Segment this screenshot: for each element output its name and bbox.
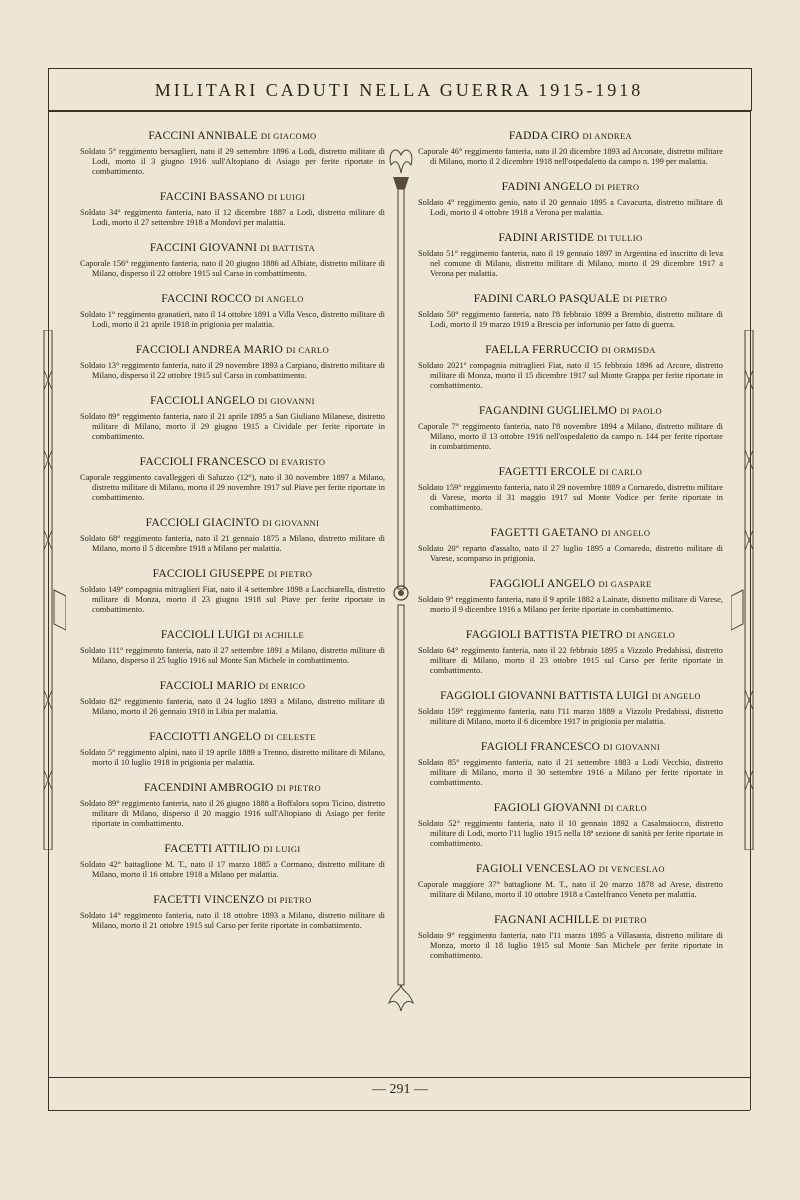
entry-name: FACCINI ANNIBALE DI GIACOMO — [148, 130, 317, 142]
entry — [80, 242, 385, 279]
entry-name: FAGETTI GAETANO DI ANGELO — [490, 527, 651, 539]
fasces-ornament-right-icon — [731, 330, 767, 850]
entry-text: Caporale maggiore 37° battaglione M. T., nato il 20 marzo 1878 ad Arese, distretto militare di Milano, morto il 10 ottobre 1918 a Castelfranco Veneto per malattia. — [418, 880, 723, 899]
entry — [80, 843, 385, 880]
title-rule — [48, 110, 750, 112]
entry — [80, 894, 385, 931]
entry — [418, 405, 723, 452]
entry-text: Soldato 51° reggimento fanteria, nato il 19 gennaio 1897 in Argentina ed inscritto di leva nel comune di Milano, distretto militare di Milano, morto il 29 dicembre 1917 a Verona per malattia. — [418, 249, 723, 278]
entry-name: FACCINI BASSANO DI LUIGI — [159, 191, 306, 203]
page-number: — 291 — — [372, 1082, 428, 1097]
entry — [80, 782, 385, 829]
entry-text: Soldato 42° battaglione M. T., nato il 17 marzo 1885 a Cormano, distretto militare di Milano, morto il 16 ottobre 1918 a Milano per malattia. — [80, 860, 385, 879]
entry-name: FAGIOLI GIOVANNI DI CARLO — [493, 802, 648, 814]
entry-name: FAGETTI ERCOLE DI CARLO — [498, 466, 643, 478]
entry-text: Soldato 68° reggimento fanteria, nato il 21 gennaio 1875 a Milano, distretto militare di Milano, morto il 5 dicembre 1918 a Milano per malattia. — [80, 534, 385, 553]
entry — [80, 731, 385, 768]
entry — [418, 629, 723, 676]
entry-text: Soldato 5° reggimento bersaglieri, nato il 29 settembre 1896 a Lodi, distretto militare di Lodi, morto il 3 giugno 1916 sull'Altopiano di Asiago per ferite riportate in combattimento. — [80, 147, 385, 176]
entry-text: Soldato 159° reggimento fanteria, nato l'11 marzo 1889 a Vizzolo Predabissi, distretto militare di Milano, morto il 6 dicembre 1917 in prigionia per malattia. — [418, 707, 723, 726]
entry-name: FADINI CARLO PASQUALE DI PIETRO — [473, 293, 668, 305]
entry-name: FAGGIOLI GIOVANNI BATTISTA LUIGI DI ANGELO — [440, 690, 701, 702]
entry-text: Caporale 156° reggimento fanteria, nato il 20 giugno 1886 ad Albiate, distretto militare di Milano, disperso il 22 ottobre 1915 sul Carso in combattimento. — [80, 259, 385, 278]
entry-name: FAGIOLI VENCESLAO DI VENCESLAO — [476, 863, 665, 875]
entry-text: Soldato 149ª compagnia mitraglieri Fiat, nato il 4 settembre 1898 a Lacchiarella, distretto militare di Monza, morto il 23 giugno 1918 sul Piave per ferite riportate in combattimento. — [80, 585, 385, 614]
entry-name: FACETTI VINCENZO DI PIETRO — [153, 894, 312, 906]
entry — [418, 130, 723, 167]
entry-name: FACCIOLI FRANCESCO DI EVARISTO — [139, 456, 326, 468]
entry-text: Soldato 5° reggimento alpini, nato il 19 aprile 1889 a Trenno, distretto militare di Milano, morto il 10 luglio 1918 in prigionia per malattia. — [80, 748, 385, 767]
entry-text: Soldato 52° reggimento fanteria, nato il 10 gennaio 1892 a Casalmaiocco, distretto militare di Lodi, morto l'11 luglio 1915 nella 18ª sezione di sanità per ferite riportate in combattimento. — [418, 819, 723, 848]
entry-name: FACETTI ATTILIO DI LUIGI — [164, 843, 301, 855]
fasces-ornament-left-icon — [30, 330, 66, 850]
entry-text: Soldato 64° reggimento fanteria, nato il 22 febbraio 1895 a Vizzolo Predabissi, distretto militare di Milano, morto il 23 ottobre 1915 sul Carso per ferite riportate in combattimento. — [418, 646, 723, 675]
entry — [80, 456, 385, 503]
entry-name: FACCIOLI ANGELO DI GIOVANNI — [150, 395, 315, 407]
entry-text: Soldato 20° reparto d'assalto, nato il 27 luglio 1895 a Cornaredo, distretto militare di Varese, scomparso in prigionia. — [418, 544, 723, 563]
entry-name: FAGNANI ACHILLE DI PIETRO — [494, 914, 647, 926]
entry — [80, 629, 385, 666]
entry-name: FACCINI ROCCO DI ANGELO — [161, 293, 304, 305]
entry — [418, 802, 723, 849]
entry — [80, 344, 385, 381]
entry-name: FACCINI GIOVANNI DI BATTISTA — [149, 242, 316, 254]
page-title: MILITARI CADUTI NELLA GUERRA 1915-1918 — [154, 80, 644, 100]
entry-text: Soldato 89° reggimento fanteria, nato il 21 aprile 1895 a San Giuliano Milanese, distretto militare di Milano, morto il 29 giugno 1915 a Cividale per ferite riportate in combattimento. — [80, 412, 385, 441]
entry — [80, 293, 385, 330]
entry-text: Soldato 2021ª compagnia mitraglieri Fiat, nato il 15 febbraio 1896 ad Arcore, distretto militare di Monza, morto il 15 dicembre 1917 sul Monte Grappa per ferite riportate in combattimento. — [418, 361, 723, 390]
entry-text: Soldato 9° reggimento fanteria, nato il 9 aprile 1882 a Lainate, distretto militare di Varese, morto il 9 dicembre 1916 a Milano per ferite riportate in combattimento. — [418, 595, 723, 614]
entry — [418, 527, 723, 564]
entry-name: FACCIOLI MARIO DI ENRICO — [159, 680, 306, 692]
right-column — [418, 130, 723, 975]
entry-name: FACCIOLI GIACINTO DI GIOVANNI — [145, 517, 320, 529]
entry-name: FAELLA FERRUCCIO DI ORMISDA — [485, 344, 656, 356]
entry-name: FACCIOLI ANDREA MARIO DI CARLO — [135, 344, 330, 356]
entry-name: FACCIOLI GIUSEPPE DI PIETRO — [152, 568, 313, 580]
entry-name: FADINI ANGELO DI PIETRO — [501, 181, 640, 193]
entry-name: FAGIOLI FRANCESCO DI GIOVANNI — [480, 741, 661, 753]
entry-name: FACENDINI AMBROGIO DI PIETRO — [143, 782, 322, 794]
entry-name: FAGGIOLI ANGELO DI GASPARE — [489, 578, 652, 590]
entry — [418, 293, 723, 330]
entry — [418, 344, 723, 391]
entry-text: Soldato 89° reggimento fanteria, nato il 26 giugno 1888 a Boffalora sopra Ticino, distretto militare di Milano, disperso il 20 maggio 1916 sull'Altopiano di Asiago per ferite riportate in combattimento. — [80, 799, 385, 828]
entry — [418, 232, 723, 279]
entry — [80, 568, 385, 615]
entry — [80, 395, 385, 442]
entry — [418, 690, 723, 727]
entry-text: Caporale 7° reggimento fanteria, nato l'8 novembre 1894 a Milano, distretto militare di Milano, morto il 13 ottobre 1916 nell'ospedaletto da campo n. 144 per ferite riportate in combattimento. — [418, 422, 723, 451]
entry-text: Soldato 82° reggimento fanteria, nato il 24 luglio 1893 a Milano, distretto militare di Milano, morto il 26 gennaio 1918 in Libia per malattia. — [80, 697, 385, 716]
left-column — [80, 130, 385, 945]
entry-name: FACCIOTTI ANGELO DI CELESTE — [149, 731, 316, 743]
torch-ornament-icon — [383, 145, 419, 1025]
entry-text: Soldato 85° reggimento fanteria, nato il 21 settembre 1883 a Lodi Vecchio, distretto militare di Milano, morto il 30 settembre 1916 a Milano per ferite riportate in combattimento. — [418, 758, 723, 787]
entry-name: FAGANDINI GUGLIELMO DI PAOLO — [479, 405, 662, 417]
entry-name: FAGGIOLI BATTISTA PIETRO DI ANGELO — [465, 629, 676, 641]
entry-name: FADINI ARISTIDE DI TULLIO — [498, 232, 643, 244]
entry — [80, 680, 385, 717]
entry-text: Soldato 34° reggimento fanteria, nato il 12 dicembre 1887 a Lodi, distretto militare di Lodi, morto il 27 settembre 1918 a Mondovi per malattia. — [80, 208, 385, 227]
entry — [418, 863, 723, 900]
entry — [418, 181, 723, 218]
entry-text: Soldato 9° reggimento fanteria, nato l'11 marzo 1895 a Villasanta, distretto militare di Monza, morto il 18 luglio 1915 sul Monte San Michele per ferite riportate in combattimento. — [418, 931, 723, 960]
entry-text: Soldato 13° reggimento fanteria, nato il 29 novembre 1893 a Carpiano, distretto militare di Milano, disperso il 22 ottobre 1915 sul Carso in combattimento. — [80, 361, 385, 380]
entry-text: Soldato 111° reggimento fanteria, nato il 27 settembre 1891 a Milano, distretto militare di Milano, disperso il 25 luglio 1916 sul Monte San Michele in combattimento. — [80, 646, 385, 665]
entry-text: Soldato 14° reggimento fanteria, nato il 18 ottobre 1893 a Milano, distretto militare di Milano, morto il 21 ottobre 1915 sul Carso per ferite riportate in combattimento. — [80, 911, 385, 930]
entry-text: Soldato 4° reggimento genio, nato il 20 gennaio 1895 a Cavacurta, distretto militare di Lodi, morto il 4 ottobre 1918 a Verona per malattia. — [418, 198, 723, 217]
entry — [418, 466, 723, 513]
entry-text: Caporale reggimento cavalleggeri di Saluzzo (12°), nato il 30 novembre 1897 a Milano, distretto militare di Milano, morto il 29 novembre 1917 sul Piave per ferite riportate in combattimento. — [80, 473, 385, 502]
entry — [418, 914, 723, 961]
entry-text: Soldato 1° reggimento granatieri, nato il 14 ottobre 1891 a Villa Vesco, distretto militare di Lodi, morto il 21 aprile 1918 in prigionia per malattia. — [80, 310, 385, 329]
entry — [80, 130, 385, 177]
entry-text: Caporale 46° reggimento fanteria, nato il 20 dicembre 1893 ad Arconate, distretto militare di Milano, morto il 2 dicembre 1918 nell'ospedaletto da campo n. 199 per malattia. — [418, 147, 723, 166]
footer-rule — [48, 1077, 750, 1078]
entry — [418, 578, 723, 615]
entry — [80, 517, 385, 554]
frame-bottom-border — [48, 1110, 750, 1111]
entry-name: FADDA CIRO DI ANDREA — [508, 130, 633, 142]
entry-text: Soldato 159° reggimento fanteria, nato il 29 novembre 1889 a Cornaredo, distretto militare di Varese, morto il 31 maggio 1917 sul Monte Vodice per ferite riportate in combattimento. — [418, 483, 723, 512]
entry — [80, 191, 385, 228]
entry-name: FACCIOLI LUIGI DI ACHILLE — [160, 629, 305, 641]
entry-text: Soldato 50° reggimento fanteria, nato l'8 febbraio 1899 a Brembio, distretto militare di Lodi, morto il 19 marzo 1919 a Brescia per infortunio per fatto di guerra. — [418, 310, 723, 329]
entry — [418, 741, 723, 788]
